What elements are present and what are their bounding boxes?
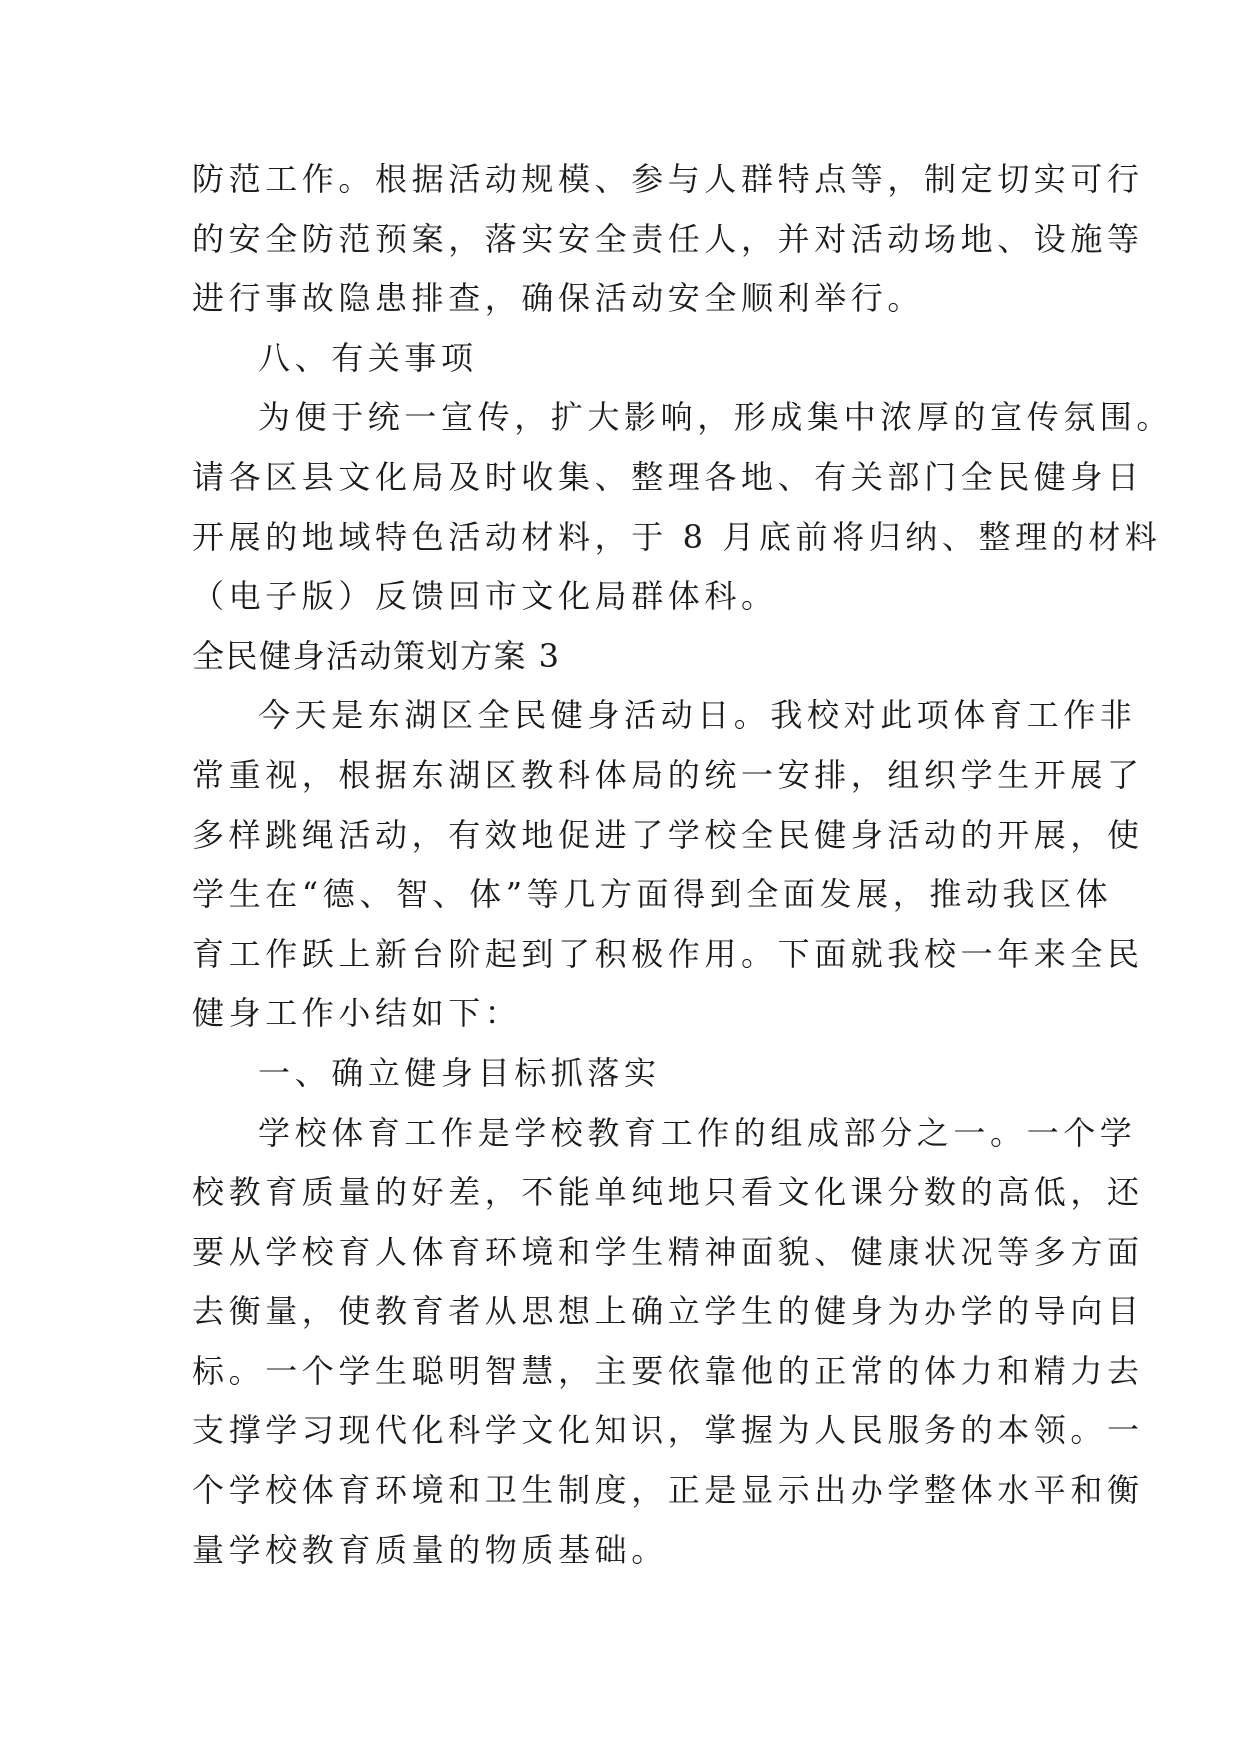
text-line: 学校体育工作是学校教育工作的组成部分之一。一个学 [258,1113,1137,1152]
text-line: 去衡量，使教育者从思想上确立学生的健身为办学的导向目 [192,1292,1144,1331]
text-line: 请各区县文化局及时收集、整理各地、有关部门全民健身日 [192,457,1144,496]
text-line: 常重视，根据东湖区教科体局的统一安排，组织学生开展了 [192,755,1144,794]
text-line: 防范工作。根据活动规模、参与人群特点等，制定切实可行 [192,160,1144,198]
text-line: 要从学校育人体育环境和学生精神面貌、健康状况等多方面 [192,1232,1144,1271]
text-line: 今天是东湖区全民健身活动日。我校对此项体育工作非 [258,696,1137,735]
section-heading: 八、有关事项 [258,338,478,377]
text-line: 个学校体育环境和卫生制度，正是显示出办学整体水平和衡 [192,1471,1144,1510]
text-line: 量学校教育质量的物质基础。 [192,1530,668,1569]
text-line: 学生在“德、智、体”等几方面得到全面发展，推动我区体 [192,875,1113,914]
text-line: （电子版）反馈回市文化局群体科。 [192,577,778,616]
text-line: 多样跳绳活动，有效地促进了学校全民健身活动的开展，使 [192,815,1144,854]
document-title: 全民健身活动策划方案 3 [192,636,561,675]
document-body [192,150,1174,1580]
text-line: 为便于统一宣传，扩大影响，形成集中浓厚的宣传氛围。 [258,398,1174,437]
text-line: 的安全防范预案，落实安全责任人，并对活动场地、设施等 [192,219,1144,258]
text-line: 进行事故隐患排查，确保活动安全顺利举行。 [192,279,925,318]
section-heading: 一、确立健身目标抓落实 [258,1053,661,1092]
text-line: 健身工作小结如下： [192,994,522,1033]
text-line: 校教育质量的好差，不能单纯地只看文化课分数的高低，还 [192,1173,1144,1212]
text-line: 支撑学习现代化科学文化知识，掌握为人民服务的本领。一 [192,1411,1144,1450]
text-line: 标。一个学生聪明智慧，主要依靠他的正常的体力和精力去 [192,1351,1144,1390]
text-line: 育工作跃上新台阶起到了积极作用。下面就我校一年来全民 [192,934,1144,973]
text-line: 开展的地域特色活动材料，于 8 月底前将归纳、整理的材料 [192,517,1162,556]
